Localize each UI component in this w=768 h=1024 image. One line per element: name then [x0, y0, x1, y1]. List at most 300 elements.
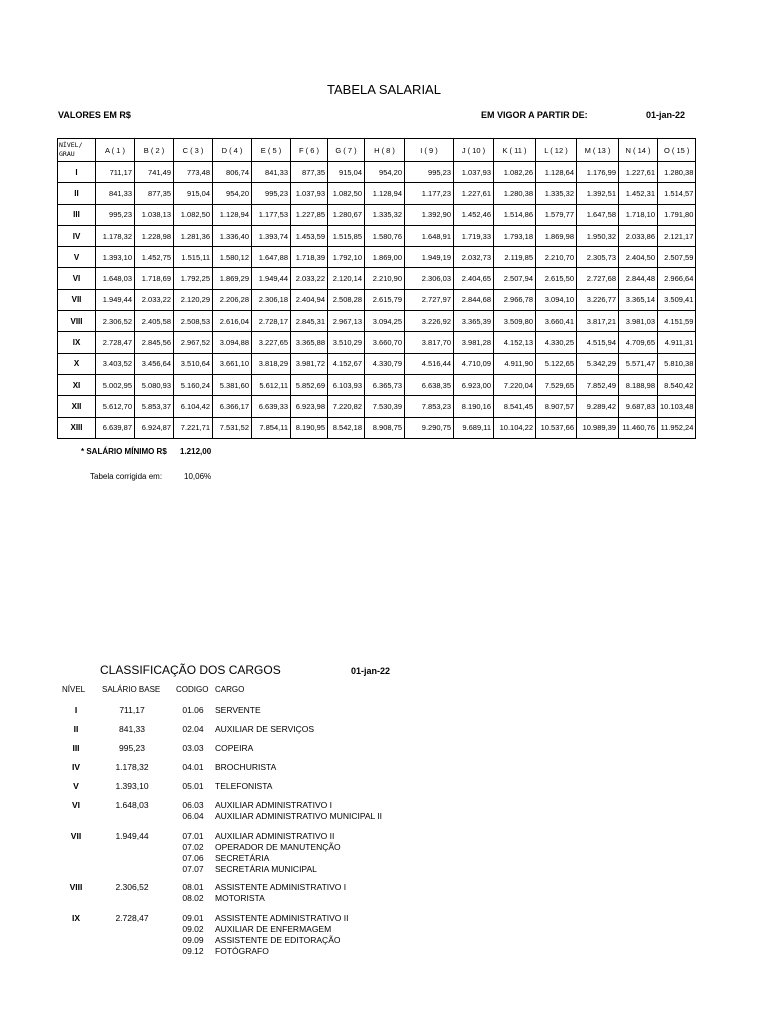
value-cell: 1.949,44 [96, 289, 135, 310]
cargo-item: AUXILIAR ADMINISTRATIVO II [215, 831, 335, 841]
value-cell: 2.210,90 [365, 268, 405, 289]
value-cell: 1.280,38 [658, 162, 696, 183]
value-cell: 1.580,12 [213, 247, 252, 268]
value-cell: 2.206,28 [213, 289, 252, 310]
level-cell: XI [58, 374, 96, 395]
value-cell: 7.529,65 [536, 374, 577, 395]
value-cell: 3.661,10 [213, 353, 252, 374]
table-row [58, 225, 696, 246]
cargo-item: MOTORISTA [215, 893, 265, 903]
salario-cell: 841,33 [119, 724, 145, 734]
table-row [58, 353, 696, 374]
cargo-item: AUXILIAR ADMINISTRATIVO I [215, 800, 332, 810]
col-cargo-header: CARGO [215, 685, 245, 694]
codigo-item: 07.02 [182, 842, 204, 852]
value-cell: 1.452,75 [135, 247, 174, 268]
tabela-corrigida-value: 10,06% [184, 472, 212, 481]
nivel-cell: II [73, 724, 79, 734]
cargo-cell [215, 882, 346, 904]
cargo-item: TELEFONISTA [215, 781, 273, 791]
value-cell: 841,33 [252, 162, 291, 183]
value-cell: 4.330,79 [365, 353, 405, 374]
level-cell: III [58, 204, 96, 225]
value-cell: 2.508,53 [174, 311, 213, 332]
value-cell: 6.923,98 [291, 396, 328, 417]
codigo-item: 09.09 [182, 935, 204, 945]
level-cell: VII [58, 289, 96, 310]
level-cell: II [58, 183, 96, 204]
salario-cell: 1.648,03 [115, 800, 149, 810]
corner-header: NÍVEL/ GRAU [58, 139, 96, 162]
value-cell: 3.227,65 [252, 332, 291, 353]
value-cell: 1.515,11 [174, 247, 213, 268]
value-cell: 1.514,57 [658, 183, 696, 204]
value-cell: 4.709,65 [619, 332, 658, 353]
value-cell: 1.949,19 [405, 247, 454, 268]
value-cell: 8.190,95 [291, 417, 328, 438]
column-header: N ( 14 ) [619, 139, 658, 162]
value-cell: 3.403,52 [96, 353, 135, 374]
value-cell: 2.728,17 [252, 311, 291, 332]
value-cell: 1.393,10 [96, 247, 135, 268]
value-cell: 3.509,80 [494, 311, 536, 332]
cargo-item: BROCHURISTA [215, 762, 277, 772]
codigo-cell [172, 705, 214, 716]
column-header: M ( 13 ) [577, 139, 619, 162]
level-cell: X [58, 353, 96, 374]
value-cell: 7.854,11 [252, 417, 291, 438]
column-header: K ( 11 ) [494, 139, 536, 162]
value-cell: 2.120,14 [328, 268, 365, 289]
value-cell: 10.103,48 [658, 396, 696, 417]
value-cell: 1.178,32 [96, 225, 135, 246]
codigo-cell [172, 913, 214, 957]
value-cell: 1.128,94 [213, 204, 252, 225]
value-cell: 8.541,45 [494, 396, 536, 417]
value-cell: 11.952,24 [658, 417, 696, 438]
value-cell: 1.280,67 [328, 204, 365, 225]
value-cell: 1.281,36 [174, 225, 213, 246]
value-cell: 5.002,95 [96, 374, 135, 395]
level-cell: V [58, 247, 96, 268]
value-cell: 2.507,94 [494, 268, 536, 289]
level-cell: IV [58, 225, 96, 246]
codigo-item: 05.01 [182, 781, 204, 791]
value-cell: 1.719,33 [454, 225, 494, 246]
value-cell: 7.221,71 [174, 417, 213, 438]
codigo-cell [172, 781, 214, 792]
column-header: L ( 12 ) [536, 139, 577, 162]
value-cell: 2.210,70 [536, 247, 577, 268]
value-cell: 773,48 [174, 162, 213, 183]
value-cell: 1.392,90 [405, 204, 454, 225]
column-header: H ( 8 ) [365, 139, 405, 162]
value-cell: 4.152,13 [494, 332, 536, 353]
value-cell: 1.718,39 [291, 247, 328, 268]
value-cell: 2.966,64 [658, 268, 696, 289]
table-row [58, 289, 696, 310]
value-cell: 8.908,75 [365, 417, 405, 438]
level-cell: VIII [58, 311, 96, 332]
value-cell: 6.366,17 [213, 396, 252, 417]
value-cell: 3.456,64 [135, 353, 174, 374]
codigo-item: 08.01 [182, 882, 204, 892]
value-cell: 1.869,29 [213, 268, 252, 289]
value-cell: 2.967,52 [174, 332, 213, 353]
column-header: O ( 15 ) [658, 139, 696, 162]
value-cell: 5.612,70 [96, 396, 135, 417]
value-cell: 1.393,74 [252, 225, 291, 246]
cargo-item: SECRETÁRIA MUNICIPAL [215, 864, 317, 874]
value-cell: 5.852,69 [291, 374, 328, 395]
cargo-cell [215, 743, 253, 754]
value-cell: 7.220,04 [494, 374, 536, 395]
table-row [58, 311, 696, 332]
value-cell: 1.335,32 [536, 183, 577, 204]
codigo-item: 06.04 [182, 811, 204, 821]
value-cell: 3.510,64 [174, 353, 213, 374]
table-row [58, 204, 696, 225]
value-cell: 3.226,92 [405, 311, 454, 332]
table-row [58, 247, 696, 268]
cargo-cell [215, 831, 341, 875]
cargo-item: FOTÓGRAFO [215, 946, 269, 956]
value-cell: 4.330,25 [536, 332, 577, 353]
value-cell: 741,49 [135, 162, 174, 183]
value-cell: 2.728,47 [96, 332, 135, 353]
codigo-item: 08.02 [182, 893, 204, 903]
value-cell: 1.647,58 [577, 204, 619, 225]
column-header: F ( 6 ) [291, 139, 328, 162]
value-cell: 2.507,59 [658, 247, 696, 268]
value-cell: 2.508,28 [328, 289, 365, 310]
column-header: C ( 3 ) [174, 139, 213, 162]
value-cell: 1.580,76 [365, 225, 405, 246]
value-cell: 3.365,88 [291, 332, 328, 353]
value-cell: 1.227,61 [454, 183, 494, 204]
codigo-item: 07.06 [182, 853, 204, 863]
tabela-corrigida-label: Tabela corrigida em: [90, 472, 163, 481]
value-cell: 2.845,56 [135, 332, 174, 353]
cargo-cell [215, 800, 382, 822]
value-cell: 3.660,41 [536, 311, 577, 332]
codigo-item: 09.02 [182, 924, 204, 934]
value-cell: 2.120,29 [174, 289, 213, 310]
salario-cell: 711,17 [119, 705, 145, 715]
value-cell: 3.365,14 [619, 289, 658, 310]
value-cell: 915,04 [328, 162, 365, 183]
value-cell: 4.911,90 [494, 353, 536, 374]
value-cell: 4.152,67 [328, 353, 365, 374]
value-cell: 9.290,75 [405, 417, 454, 438]
vigor-date: 01-jan-22 [646, 110, 686, 120]
table-row [58, 183, 696, 204]
value-cell: 2.844,68 [454, 289, 494, 310]
salario-cell: 1.178,32 [115, 762, 149, 772]
value-cell: 1.228,98 [135, 225, 174, 246]
column-header: B ( 2 ) [135, 139, 174, 162]
value-cell: 5.810,38 [658, 353, 696, 374]
value-cell: 877,35 [135, 183, 174, 204]
value-cell: 1.514,86 [494, 204, 536, 225]
value-cell: 1.869,00 [365, 247, 405, 268]
nivel-cell: IV [71, 762, 81, 772]
value-cell: 4.710,09 [454, 353, 494, 374]
value-cell: 1.718,69 [135, 268, 174, 289]
codigo-item: 04.01 [182, 762, 204, 772]
value-cell: 10.104,22 [494, 417, 536, 438]
value-cell: 2.306,18 [252, 289, 291, 310]
value-cell: 1.792,10 [328, 247, 365, 268]
value-cell: 8.540,42 [658, 374, 696, 395]
value-cell: 2.033,86 [619, 225, 658, 246]
value-cell: 2.966,78 [494, 289, 536, 310]
value-cell: 3.226,77 [577, 289, 619, 310]
value-cell: 2.306,03 [405, 268, 454, 289]
value-cell: 3.981,28 [454, 332, 494, 353]
value-cell: 1.177,23 [405, 183, 454, 204]
cargo-item: AUXILIAR DE SERVIÇOS [215, 724, 315, 734]
value-cell: 954,20 [365, 162, 405, 183]
column-header: D ( 4 ) [213, 139, 252, 162]
value-cell: 10.537,66 [536, 417, 577, 438]
value-cell: 4.151,59 [658, 311, 696, 332]
nivel-cell: III [72, 743, 80, 753]
value-cell: 1.792,25 [174, 268, 213, 289]
value-cell: 3.981,72 [291, 353, 328, 374]
value-cell: 5.122,65 [536, 353, 577, 374]
salario-cell: 1.949,44 [115, 831, 149, 841]
table-row [58, 396, 696, 417]
value-cell: 1.793,18 [494, 225, 536, 246]
page-title: TABELA SALARIAL [327, 82, 441, 97]
value-cell: 5.080,93 [135, 374, 174, 395]
value-cell: 6.639,87 [96, 417, 135, 438]
value-cell: 1.038,13 [135, 204, 174, 225]
col-codigo-header: CODIGO [176, 685, 209, 694]
salario-cell: 995,23 [119, 743, 145, 753]
value-cell: 841,33 [96, 183, 135, 204]
value-cell: 5.853,37 [135, 396, 174, 417]
codigo-cell [172, 831, 214, 875]
cargo-cell [215, 781, 272, 792]
value-cell: 3.510,29 [328, 332, 365, 353]
nivel-cell: VI [71, 800, 81, 810]
value-cell: 995,23 [252, 183, 291, 204]
value-cell: 6.104,42 [174, 396, 213, 417]
value-cell: 2.727,68 [577, 268, 619, 289]
cargo-item: ASSISTENTE DE EDITORAÇÃO [215, 935, 341, 945]
value-cell: 4.515,94 [577, 332, 619, 353]
table-row [58, 162, 696, 183]
cargo-item: COPEIRA [215, 743, 254, 753]
vigor-label: EM VIGOR A PARTIR DE: [481, 110, 588, 120]
value-cell: 3.817,70 [405, 332, 454, 353]
table-row [58, 417, 696, 438]
value-cell: 3.094,25 [365, 311, 405, 332]
salary-table [57, 138, 696, 439]
value-cell: 3.818,29 [252, 353, 291, 374]
codigo-item: 01.06 [182, 705, 204, 715]
value-cell: 2.404,65 [454, 268, 494, 289]
value-cell: 2.032,73 [454, 247, 494, 268]
column-header: I ( 9 ) [405, 139, 454, 162]
value-cell: 806,74 [213, 162, 252, 183]
value-cell: 7.530,39 [365, 396, 405, 417]
value-cell: 1.336,40 [213, 225, 252, 246]
value-cell: 2.967,13 [328, 311, 365, 332]
cargo-item: SERVENTE [215, 705, 261, 715]
value-cell: 2.405,58 [135, 311, 174, 332]
salario-cell: 2.306,52 [115, 882, 149, 892]
value-cell: 954,20 [213, 183, 252, 204]
value-cell: 1.335,32 [365, 204, 405, 225]
column-header: A ( 1 ) [96, 139, 135, 162]
value-cell: 1.647,88 [252, 247, 291, 268]
level-cell: VI [58, 268, 96, 289]
value-cell: 2.306,52 [96, 311, 135, 332]
cargo-cell [215, 913, 349, 957]
value-cell: 2.844,48 [619, 268, 658, 289]
classificacao-date: 01-jan-22 [351, 666, 391, 676]
cargo-item: SECRETÁRIA [215, 853, 270, 863]
codigo-item: 07.07 [182, 864, 204, 874]
codigo-cell [172, 762, 214, 773]
value-cell: 7.852,49 [577, 374, 619, 395]
value-cell: 3.817,21 [577, 311, 619, 332]
value-cell: 1.949,44 [252, 268, 291, 289]
salario-cell: 1.393,10 [115, 781, 149, 791]
col-nivel-header: NÍVEL [62, 685, 86, 694]
value-cell: 9.289,42 [577, 396, 619, 417]
cargo-item: ASSISTENTE ADMINISTRATIVO II [215, 913, 349, 923]
cargo-cell [215, 705, 261, 716]
value-cell: 8.542,18 [328, 417, 365, 438]
value-cell: 1.791,80 [658, 204, 696, 225]
value-cell: 2.404,94 [291, 289, 328, 310]
value-cell: 2.404,50 [619, 247, 658, 268]
codigo-cell [172, 882, 214, 904]
value-cell: 3.094,88 [213, 332, 252, 353]
column-header: E ( 5 ) [252, 139, 291, 162]
value-cell: 1.037,93 [291, 183, 328, 204]
column-header: G ( 7 ) [328, 139, 365, 162]
level-cell: IX [58, 332, 96, 353]
value-cell: 7.220,82 [328, 396, 365, 417]
value-cell: 3.365,39 [454, 311, 494, 332]
codigo-item: 06.03 [182, 800, 204, 810]
value-cell: 9.689,11 [454, 417, 494, 438]
value-cell: 5.612,11 [252, 374, 291, 395]
value-cell: 2.615,79 [365, 289, 405, 310]
value-cell: 915,04 [174, 183, 213, 204]
value-cell: 2.121,17 [658, 225, 696, 246]
value-cell: 2.845,31 [291, 311, 328, 332]
codigo-item: 07.01 [182, 831, 204, 841]
value-cell: 1.082,26 [494, 162, 536, 183]
value-cell: 1.128,94 [365, 183, 405, 204]
level-cell: XII [58, 396, 96, 417]
value-cell: 9.687,83 [619, 396, 658, 417]
value-cell: 1.648,91 [405, 225, 454, 246]
salario-minimo-label: * SALÁRIO MÍNIMO R$ [81, 447, 167, 456]
value-cell: 2.615,50 [536, 268, 577, 289]
value-cell: 3.981,03 [619, 311, 658, 332]
value-cell: 11.460,76 [619, 417, 658, 438]
value-cell: 2.727,97 [405, 289, 454, 310]
value-cell: 2.033,22 [135, 289, 174, 310]
value-cell: 2.033,22 [291, 268, 328, 289]
value-cell: 995,23 [405, 162, 454, 183]
value-cell: 1.515,85 [328, 225, 365, 246]
classificacao-title: CLASSIFICAÇÃO DOS CARGOS [100, 663, 281, 677]
value-cell: 1.718,10 [619, 204, 658, 225]
value-cell: 1.648,03 [96, 268, 135, 289]
column-header: J ( 10 ) [454, 139, 494, 162]
value-cell: 1.227,85 [291, 204, 328, 225]
value-cell: 2.305,73 [577, 247, 619, 268]
cargo-item: AUXILIAR DE ENFERMAGEM [215, 924, 332, 934]
value-cell: 8.188,98 [619, 374, 658, 395]
value-cell: 1.037,93 [454, 162, 494, 183]
value-cell: 6.924,87 [135, 417, 174, 438]
codigo-cell [172, 724, 214, 735]
value-cell: 1.579,77 [536, 204, 577, 225]
value-cell: 7.853,23 [405, 396, 454, 417]
value-cell: 1.280,38 [494, 183, 536, 204]
codigo-item: 09.01 [182, 913, 204, 923]
cargo-item: OPERADOR DE MANUTENÇÃO [215, 842, 341, 852]
value-cell: 6.365,73 [365, 374, 405, 395]
value-cell: 711,17 [96, 162, 135, 183]
value-cell: 5.160,24 [174, 374, 213, 395]
value-cell: 8.907,57 [536, 396, 577, 417]
codigo-item: 03.03 [182, 743, 204, 753]
nivel-cell: V [73, 781, 79, 791]
value-cell: 3.660,70 [365, 332, 405, 353]
valores-label: VALORES EM R$ [58, 110, 131, 120]
value-cell: 877,35 [291, 162, 328, 183]
value-cell: 10.989,39 [577, 417, 619, 438]
value-cell: 2.119,85 [494, 247, 536, 268]
value-cell: 1.950,32 [577, 225, 619, 246]
value-cell: 995,23 [96, 204, 135, 225]
value-cell: 1.452,31 [619, 183, 658, 204]
codigo-item: 02.04 [182, 724, 204, 734]
value-cell: 6.639,33 [252, 396, 291, 417]
value-cell: 4.516,44 [405, 353, 454, 374]
table-row [58, 374, 696, 395]
table-row [58, 332, 696, 353]
cargo-item: ASSISTENTE ADMINISTRATIVO I [215, 882, 347, 892]
value-cell: 1.227,61 [619, 162, 658, 183]
level-cell: XIII [58, 417, 96, 438]
value-cell: 5.571,47 [619, 353, 658, 374]
value-cell: 3.509,41 [658, 289, 696, 310]
value-cell: 1.128,64 [536, 162, 577, 183]
value-cell: 1.082,50 [328, 183, 365, 204]
nivel-cell: VII [70, 831, 82, 841]
value-cell: 6.103,93 [328, 374, 365, 395]
value-cell: 3.094,10 [536, 289, 577, 310]
value-cell: 1.176,99 [577, 162, 619, 183]
value-cell: 1.452,46 [454, 204, 494, 225]
table-row [58, 268, 696, 289]
value-cell: 5.342,29 [577, 353, 619, 374]
value-cell: 6.638,35 [405, 374, 454, 395]
nivel-cell: IX [71, 913, 81, 923]
value-cell: 4.911,31 [658, 332, 696, 353]
